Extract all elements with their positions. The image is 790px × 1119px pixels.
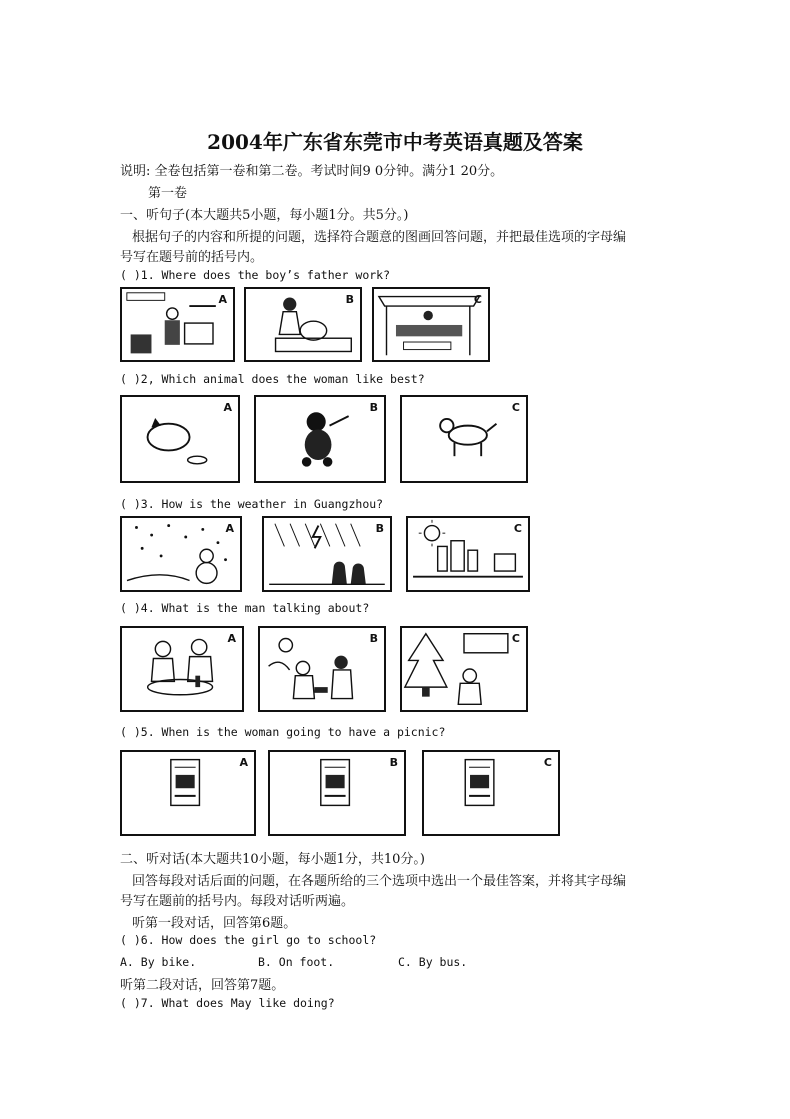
q3-option-b-picture xyxy=(262,516,392,592)
q2-option-a-picture xyxy=(120,395,240,483)
hospital-scene-image xyxy=(246,289,360,360)
option-letter: B xyxy=(345,293,354,306)
office-scene-image xyxy=(122,289,233,360)
q2-option-c-picture xyxy=(400,395,528,483)
question-7: ( )7. What does May like doing? xyxy=(120,996,335,1010)
option-letter: C xyxy=(513,522,522,535)
option-b: B. On foot. xyxy=(258,955,335,969)
question-2: ( )2, Which animal does the woman like best? xyxy=(120,372,425,386)
option-letter: A xyxy=(218,293,227,306)
question-3: ( )3. How is the weather in Guangzhou? xyxy=(120,497,384,511)
section2-instruction-cont: 号写在题前的括号内。每段对话听两遍。 xyxy=(120,894,355,909)
option-letter: B xyxy=(369,632,378,645)
dialog-2-heading: 听第二段对话，回答第7题。 xyxy=(120,978,285,993)
section2-heading: 二、听对话(本大题共10小题，每小题1分，共10分。) xyxy=(120,852,425,867)
q2-option-b-picture xyxy=(254,395,386,483)
christmas-scene-image xyxy=(402,628,526,710)
option-letter: A xyxy=(239,756,248,769)
question-5: ( )5. When is the woman going to have a picnic? xyxy=(120,725,446,739)
calendar-page-image xyxy=(122,752,254,834)
option-letter: B xyxy=(369,401,378,414)
dining-scene-image xyxy=(122,628,242,710)
volume-heading: 第一卷 xyxy=(148,186,188,201)
sunny-weather-image xyxy=(408,518,528,590)
dog-image xyxy=(402,397,526,481)
option-letter: C xyxy=(543,756,552,769)
cat-image xyxy=(122,397,238,481)
option-c: C. By bus. xyxy=(398,955,468,969)
q3-option-c-picture xyxy=(406,516,530,592)
panda-image xyxy=(256,397,384,481)
question-4: ( )4. What is the man talking about? xyxy=(120,601,370,615)
option-letter: A xyxy=(227,632,236,645)
option-letter: B xyxy=(375,522,384,535)
calendar-page-image xyxy=(424,752,558,834)
outdoor-chat-image xyxy=(260,628,384,710)
option-a: A. By bike. xyxy=(120,955,197,969)
section1-instruction-cont: 号写在题号前的括号内。 xyxy=(120,250,264,265)
option-letter: C xyxy=(511,401,520,414)
q4-option-c-picture xyxy=(400,626,528,712)
section2-instruction: 回答每段对话后面的问题，在各题所给的三个选项中选出一个最佳答案，并将其字母编 xyxy=(132,874,627,889)
q1-option-a-picture xyxy=(120,287,235,362)
q1-option-b-picture xyxy=(244,287,362,362)
question-6: ( )6. How does the girl go to school? xyxy=(120,933,377,947)
question-1: ( )1. Where does the boy’s father work? xyxy=(120,268,391,282)
page-title: 2004年广东省东莞市中考英语真题及答案 xyxy=(207,130,583,154)
q4-option-b-picture xyxy=(258,626,386,712)
intro-text: 说明: 全卷包括第一卷和第二卷。考试时间9 0分钟。满分1 20分。 xyxy=(120,164,504,179)
q1-option-c-picture xyxy=(372,287,490,362)
option-letter: A xyxy=(225,522,234,535)
q5-option-c-picture xyxy=(422,750,560,836)
section1-heading: 一、听句子(本大题共5小题，每小题1分。共5分。) xyxy=(120,208,409,223)
q3-option-a-picture xyxy=(120,516,242,592)
snow-weather-image xyxy=(122,518,240,590)
calendar-page-image xyxy=(270,752,404,834)
q5-option-a-picture xyxy=(120,750,256,836)
q4-option-a-picture xyxy=(120,626,244,712)
section1-instruction: 根据句子的内容和所提的问题，选择符合题意的图画回答问题，并把最佳选项的字母编 xyxy=(132,230,627,245)
option-letter: A xyxy=(223,401,232,414)
q5-option-b-picture xyxy=(268,750,406,836)
option-letter: C xyxy=(511,632,520,645)
rain-weather-image xyxy=(264,518,390,590)
option-letter: B xyxy=(389,756,398,769)
option-letter: C xyxy=(473,293,482,306)
market-stall-image xyxy=(374,289,488,360)
dialog-1-heading: 听第一段对话，回答第6题。 xyxy=(132,916,297,931)
